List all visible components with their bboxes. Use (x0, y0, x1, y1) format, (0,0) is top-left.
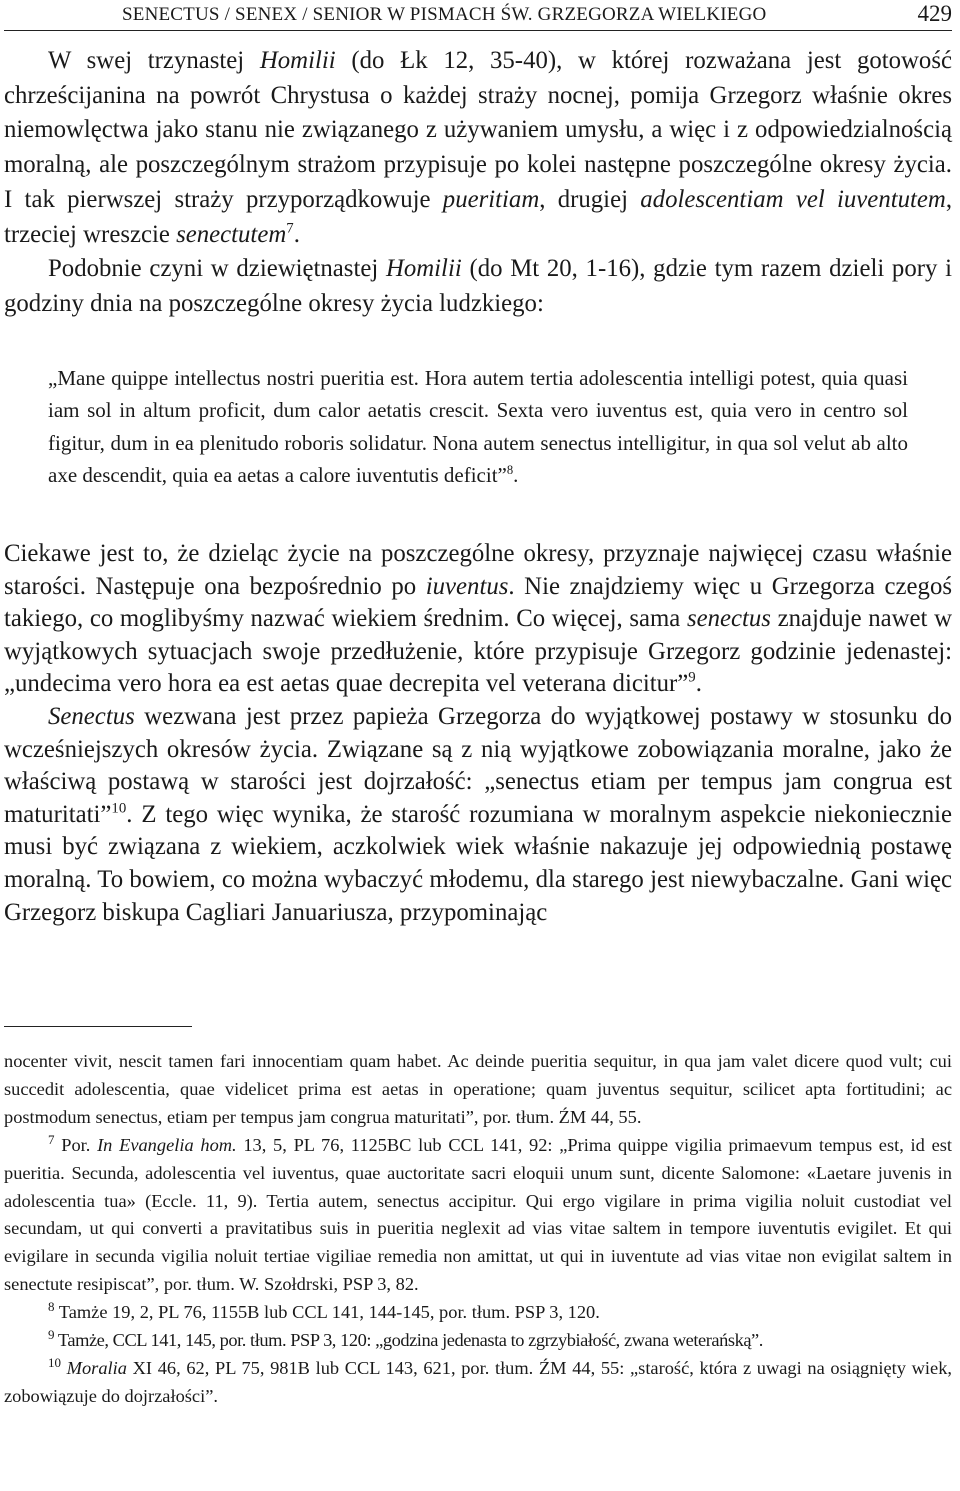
text-span: . (513, 462, 519, 487)
text-span: „Mane quippe intellectus nostri pueritia est. Hora autem tertia adolescentia intelligi potest, quia quasi iam sol in altum proficit, dum calor aetatis crescit. Sexta vero iuventus est, quia vero in centro sol figitur, dum in ea plenitudo roboris solidatur. Nona autem senectus intelligitur, in qua sol velut ab alto axe descendit, quia ea aetas a calore iuventutis deficit” (48, 366, 908, 487)
italic-term: senectus (686, 605, 771, 633)
footnote-number: 9 (48, 1326, 55, 1342)
italic-term: adolescentiam vel iuventutem (640, 185, 946, 213)
footnote-number: 8 (48, 1299, 55, 1315)
paragraph-2 (4, 252, 952, 321)
text-span: Por. (54, 1134, 98, 1155)
footnotes (4, 1048, 952, 1411)
text-span: wezwana jest przez papieża Grzegorza do wyjątkowej postawy w stosunku do wcześniejszych okresów życia. Związane są z nią wyjątkowe zobowiązania moralne, jako że właściwą postawą w starości jest dojrzałość: „senectus etiam per tempus jam congrua est maturitati” (4, 702, 952, 828)
italic-term: Moralia (66, 1357, 127, 1378)
text-span: . (293, 220, 300, 248)
running-head-title: SENECTUS / SENEX / SENIOR W PISMACH ŚW. GRZEGORZA WIELKIEGO (122, 4, 767, 25)
main-text-upper (4, 44, 952, 322)
italic-term: Homilii (385, 255, 462, 283)
text-span: Podobnie czyni w dziewiętnastej (48, 255, 386, 283)
text-span: (do Mt 20, 1-16), gdzie tym razem dzieli pory i godziny dnia na poszczególne okresy życia ludzkiego: (4, 255, 952, 317)
page-number: 429 (917, 1, 952, 26)
quote-text (48, 362, 908, 491)
italic-term: Senectus (48, 702, 135, 730)
footnote-9 (4, 1327, 952, 1355)
text-span: , drugiej (539, 185, 641, 213)
block-quote (48, 362, 908, 491)
running-header (4, 0, 952, 31)
footnote-10 (4, 1355, 952, 1411)
text-span: Tamże, CCL 141, 145, por. tłum. PSP 3, 120: „godzina jedenasta to zgrzybiałość, zwana weterańską”. (54, 1330, 763, 1351)
paragraph-4 (4, 701, 952, 929)
footnote-7 (4, 1132, 952, 1299)
text-span: . (695, 670, 702, 698)
footnote-continued: nocenter vivit, nescit tamen fari innocentiam quam habet. Ac deinde pueritia sequitur, in qua jam valet dicere quod vult; cui succedit adolescentia, quae videlicet prima est aetas in operatione; quam juventus sequitur, scilicet apta fortitudini; ac postmodum senectus, etiam per tempus jam congrua maturitati”, por. tłum. ŹM 44, 55. (4, 1051, 952, 1127)
text-span: XI 46, 62, PL 75, 981B lub CCL 143, 621, por. tłum. ŹM 44, 55: „starość, która z uwagi na osiągnięty wiek, zobowiązuje do dojrzałości”. (4, 1357, 952, 1406)
text-span: (do Łk 12, 35-40), w której rozważana jest gotowość chrześcijanina na powrót Chrystusa o każdej straży nocnej, pomija Grzegorz właśnie okres niemowlęctwa jako stanu nie związanego z używaniem umysłu, a więc i z odpowiedzialnością moralną, ale poszczególnym strażom przypisuje po kolei następne poszczególne okresy życia. I tak pierwszej straży przyporządkowuje (4, 47, 952, 213)
text-span: . Nie znajdziemy więc u Grzegorza czegoś takiego, co moglibyśmy nazwać wiekiem średnim. Co więcej, sama (4, 572, 952, 633)
paragraph-1 (4, 44, 952, 252)
footnote-ref-10[interactable]: 10 (111, 800, 127, 817)
italic-term: In Evangelia hom. (97, 1134, 237, 1155)
text-span: znajduje nawet w wyjątkowych sytuacjach swoje przedłużenie, które przypisuje Grzegorz godzinie jedenastej: „undecima vero hora ea est aetas quae decrepita vel veterana dicitur” (4, 605, 952, 698)
text-span: 13, 5, PL 76, 1125BC lub CCL 141, 92: „Prima quippe vigilia primaevum tempus est, id est pueritia. Secunda, adolescentia vel iuventus, quae auctoritate sacri eloquii unum sunt, dicente Salomone: «Laetare juvenis in adolescentia tua» (Eccle. 11, 9). Tertia autem, senectus accipitur. Qui ergo vigilare in prima vigilia noluit custodiat vel secundam, ut qui converti a pravitatibus suis in pueritia neglexit ad vias vitae saltem in tempore iuventutis evigilet. Et qui evigilare in secunda vigilia noluit tertiae vigiliae remedia non amittat, ut qui in iuventute ad vias vitae non evigilat saltem in senectute resipiscat”, por. tłum. W. Szołdrski, PSP 3, 82. (4, 1134, 952, 1295)
text-span: Ciekawe jest to, że dzieląc życie na poszczególne okresy, przyznaje najwięcej czasu właśnie starości. Następuje ona bezpośrednio po (4, 540, 952, 600)
footnote-8 (4, 1299, 952, 1327)
footnote-ref-7[interactable]: 7 (286, 220, 294, 237)
text-span: W swej trzynastej (48, 47, 260, 74)
footnote-number: 10 (48, 1354, 61, 1370)
footnote-separator (4, 1026, 192, 1027)
italic-term: Homilii (259, 47, 336, 74)
text-span: , trzeciej wreszcie (4, 185, 953, 248)
main-text-lower (4, 538, 952, 929)
footnote-ref-8[interactable]: 8 (506, 462, 514, 477)
footnote-ref-9[interactable]: 9 (688, 670, 696, 687)
text-span: . Z tego więc wynika, że starość rozumiana w moralnym aspekcie niekoniecznie musi być związana z wiekiem, aczkolwiek wiek właśnie nakazuje jej odpowiednią postawę moralną. To bowiem, co można wybaczyć młodemu, dla starego jest niewybaczalne. Gani więc Grzegorz biskupa Cagliari Januariusza, przypominając (4, 800, 952, 926)
italic-term: pueritiam (442, 185, 540, 213)
text-span: Tamże 19, 2, PL 76, 1155B lub CCL 141, 144-145, por. tłum. PSP 3, 120. (54, 1302, 600, 1323)
italic-term: senectutem (176, 220, 287, 248)
italic-term: iuventus (425, 572, 509, 600)
paragraph-3 (4, 538, 952, 701)
footnote-number: 7 (48, 1131, 55, 1147)
